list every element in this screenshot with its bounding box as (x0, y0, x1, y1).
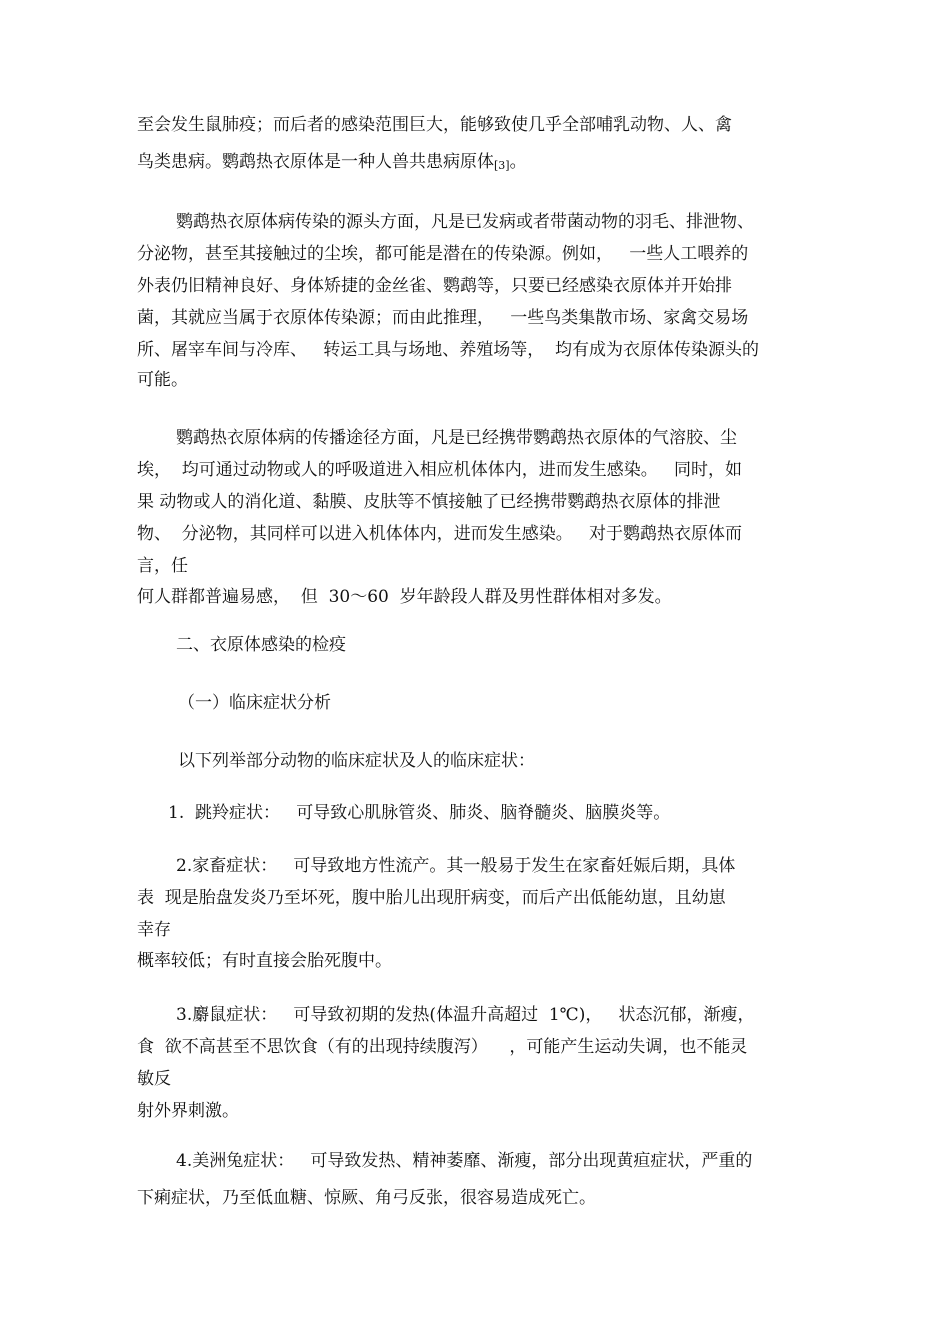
paragraph-line: 外表仍旧精神良好、身体矫捷的金丝雀、鹦鹉等，只要已经感染衣原体并开始排 (137, 276, 732, 296)
list-item-line: 下痢症状，乃至低血糖、惊厥、角弓反张，很容易造成死亡。 (137, 1188, 596, 1208)
paragraph-line: 至会发生鼠肺疫；而后者的感染范围巨大，能够致使几乎全部哺乳动物、人、禽 (137, 115, 732, 135)
list-item-line: 敏反 (137, 1069, 171, 1089)
paragraph-line: 言，任 (137, 556, 188, 576)
paragraph-line: 鹦鹉热衣原体病的传播途径方面，凡是已经携带鹦鹉热衣原体的气溶胶、尘 (176, 428, 737, 448)
paragraph-line: 所、屠宰车间与冷库、 转运工具与场地、养殖场等， 均有成为衣原体传染源头的 (137, 340, 760, 360)
paragraph-line: 何人群都普遍易感， 但 30～60 岁年龄段人群及男性群体相对多发。 (137, 587, 672, 607)
paragraph-line: 埃， 均可通过动物或人的呼吸道进入相应机体体内，进而发生感染。 同时，如 (137, 460, 743, 480)
paragraph-line: 菌，其就应当属于衣原体传染源；而由此推理， 一些鸟类集散市场、家禽交易场 (137, 308, 749, 328)
list-item: 3.麝鼠症状： 可导致初期的发热(体温升高超过 1℃)， 状态沉郁，渐瘦， (176, 1005, 755, 1025)
list-item: 2.家畜症状： 可导致地方性流产。其一般易于发生在家畜妊娠后期，具体 (176, 856, 736, 876)
list-item-line: 概率较低；有时直接会胎死腹中。 (137, 951, 392, 971)
paragraph-text: 。 (509, 152, 527, 172)
paragraph-line (137, 151, 527, 177)
list-item-line: 射外界刺激。 (137, 1101, 239, 1121)
section-heading: 二、衣原体感染的检疫 (176, 635, 346, 655)
list-item-line: 表 现是胎盘发炎乃至坏死，腹中胎儿出现肝病变，而后产出低能幼崽，且幼崽 (137, 888, 726, 908)
list-item-line: 食 欲不高甚至不思饮食（有的出现持续腹泻） ，可能产生运动失调，也不能灵 (137, 1037, 748, 1057)
list-item-line: 幸存 (137, 920, 171, 940)
paragraph-text: 鸟类患病。鹦鹉热衣原体是一种人兽共患病原体 (137, 152, 494, 172)
paragraph-line: 果 动物或人的消化道、黏膜、皮肤等不慎接触了已经携带鹦鹉热衣原体的排泄 (137, 492, 721, 512)
paragraph-line: 鹦鹉热衣原体病传染的源头方面，凡是已发病或者带菌动物的羽毛、排泄物、 (176, 212, 754, 232)
intro-text: 以下列举部分动物的临床症状及人的临床症状： (178, 751, 535, 771)
paragraph-line: 可能。 (137, 370, 188, 390)
subsection-heading: （一）临床症状分析 (178, 693, 331, 713)
paragraph-line: 物、 分泌物，其同样可以进入机体体内，进而发生感染。 对于鹦鹉热衣原体而 (137, 524, 743, 544)
list-item: 4.美洲兔症状： 可导致发热、精神萎靡、渐瘦，部分出现黄疸症状，严重的 (176, 1151, 753, 1171)
citation-reference: [3] (494, 159, 510, 172)
list-item: 1. 跳羚症状： 可导致心肌脉管炎、肺炎、脑脊髓炎、脑膜炎等。 (168, 803, 671, 823)
paragraph-line: 分泌物，甚至其接触过的尘埃，都可能是潜在的传染源。例如， 一些人工喂养的 (137, 244, 749, 264)
